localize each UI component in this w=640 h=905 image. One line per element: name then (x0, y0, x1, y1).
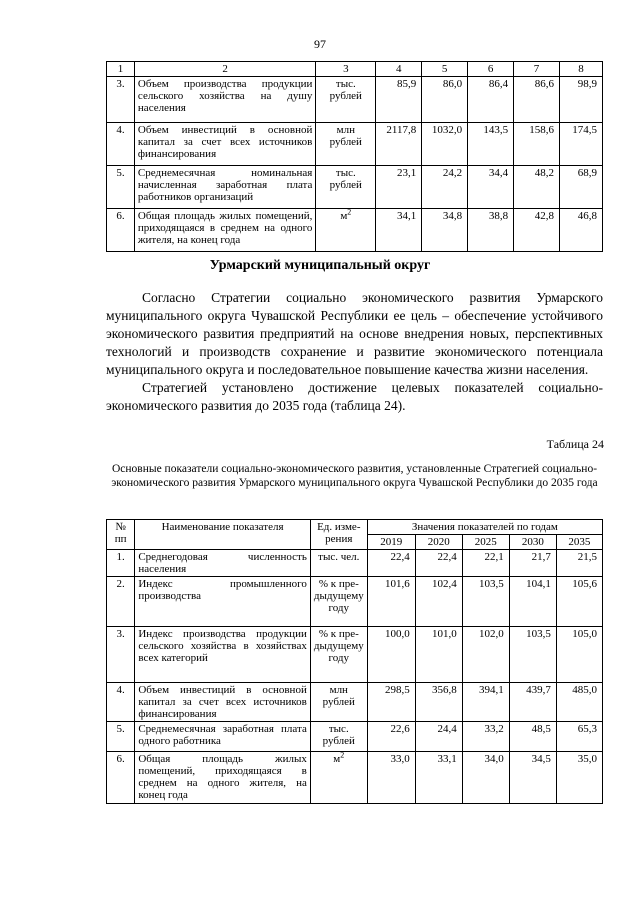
row-number: 3. (107, 77, 135, 123)
value-cell: 86,0 (422, 77, 468, 123)
unit-text: % к пре-дыдущему году (313, 578, 364, 614)
header-year: 2020 (415, 535, 462, 550)
row-number: 4. (107, 123, 135, 166)
value-cell: 38,8 (468, 209, 514, 252)
table-row (107, 166, 603, 209)
header-number: № пп (107, 520, 135, 550)
table-header-row (107, 62, 603, 77)
table-row (107, 627, 603, 683)
unit (310, 752, 367, 804)
column-number: 6 (468, 62, 514, 77)
value-cell: 98,9 (560, 77, 603, 123)
value-cell: 101,6 (367, 577, 415, 627)
header-values: Значения показателей по годам (367, 520, 602, 535)
header-year: 2025 (462, 535, 509, 550)
indicator-name: Объем инвестиций в основной капитал за счет всех источников финансирования (134, 123, 315, 166)
indicators-table (106, 519, 603, 804)
unit-text: млн рублей (322, 684, 355, 708)
header-year: 2019 (367, 535, 415, 550)
row-number: 6. (107, 209, 135, 252)
table-label: Таблица 24 (546, 437, 604, 451)
unit-text: тыс. рублей (322, 723, 355, 747)
column-number: 2 (134, 62, 315, 77)
indicator-name: Объем производства продукции сельского хозяйства на душу населения (134, 77, 315, 123)
table-row (107, 77, 603, 123)
indicator-name: Среднемесячная заработная плата одного работника (135, 722, 311, 752)
header-unit: Ед. изме-рения (310, 520, 367, 550)
value-cell: 100,0 (367, 627, 415, 683)
value-cell: 103,5 (462, 577, 509, 627)
page-number: 97 (314, 37, 326, 51)
value-cell: 22,1 (462, 550, 509, 577)
value-cell: 102,4 (415, 577, 462, 627)
value-cell: 48,5 (509, 722, 556, 752)
unit-text: м (333, 753, 341, 765)
value-cell: 2117,8 (376, 123, 422, 166)
row-number: 1. (107, 550, 135, 577)
unit-text: млн рублей (329, 124, 362, 148)
value-cell: 103,5 (509, 627, 556, 683)
paragraph: Согласно Стратегии социально экономического развития Урмарского муниципального округа Чувашской Республики ее цель – обеспечение устойчивого экономического развития предприятий на основе внедрения новых, перспективных технологий и производств сохранение и развитие экономического потенциала муниципального округа и последовательное повышение качества жизни населения. (106, 290, 603, 377)
row-number: 5. (107, 166, 135, 209)
value-cell: 33,0 (367, 752, 415, 804)
unit-text: тыс. чел. (318, 551, 360, 563)
value-cell: 24,2 (422, 166, 468, 209)
value-cell: 22,4 (367, 550, 415, 577)
value-cell: 102,0 (462, 627, 509, 683)
value-cell: 158,6 (514, 123, 560, 166)
unit (310, 683, 367, 722)
unit-text: % к пре-дыдущему году (313, 628, 364, 664)
value-cell: 21,7 (509, 550, 556, 577)
unit-text: тыс. рублей (329, 78, 362, 102)
value-cell: 86,4 (468, 77, 514, 123)
table-continued (106, 61, 603, 252)
value-cell: 46,8 (560, 209, 603, 252)
column-number: 5 (422, 62, 468, 77)
section-heading: Урмарский муниципальный округ (209, 258, 431, 273)
value-cell: 105,0 (556, 627, 602, 683)
value-cell: 298,5 (367, 683, 415, 722)
header-year: 2030 (509, 535, 556, 550)
value-cell: 34,4 (468, 166, 514, 209)
indicator-name: Объем инвестиций в основной капитал за счет всех источников финансирования (135, 683, 311, 722)
unit-superscript: 2 (340, 750, 345, 760)
table-row (107, 209, 603, 252)
value-cell: 22,4 (415, 550, 462, 577)
table-row (107, 550, 603, 577)
unit (310, 577, 367, 627)
value-cell: 34,8 (422, 209, 468, 252)
value-cell: 356,8 (415, 683, 462, 722)
table-row (107, 577, 603, 627)
value-cell: 21,5 (556, 550, 602, 577)
indicator-name: Среднемесячная номинальная начисленная заработная плата работников организаций (134, 166, 315, 209)
value-cell: 33,1 (415, 752, 462, 804)
column-number: 4 (376, 62, 422, 77)
value-cell: 86,6 (514, 77, 560, 123)
column-number: 8 (560, 62, 603, 77)
value-cell: 65,3 (556, 722, 602, 752)
value-cell: 23,1 (376, 166, 422, 209)
value-cell: 35,0 (556, 752, 602, 804)
table-row (107, 123, 603, 166)
unit (316, 166, 376, 209)
value-cell: 485,0 (556, 683, 602, 722)
value-cell: 1032,0 (422, 123, 468, 166)
unit (310, 722, 367, 752)
value-cell: 105,6 (556, 577, 602, 627)
value-cell: 68,9 (560, 166, 603, 209)
row-number: 3. (107, 627, 135, 683)
body-text (106, 289, 603, 415)
row-number: 2. (107, 577, 135, 627)
unit (316, 209, 376, 252)
header-year: 2035 (556, 535, 602, 550)
value-cell: 439,7 (509, 683, 556, 722)
unit-text: м (340, 210, 348, 222)
column-number: 7 (514, 62, 560, 77)
unit (310, 627, 367, 683)
paragraph: Стратегией установлено достижение целевых показателей социально-экономического развития до 2035 года (таблица 24). (106, 380, 603, 413)
row-number: 4. (107, 683, 135, 722)
header-name: Наименование показателя (135, 520, 311, 550)
indicator-name: Общая площадь жилых помещений, приходящаяся в среднем на одного жителя, на конец года (134, 209, 315, 252)
value-cell: 34,0 (462, 752, 509, 804)
value-cell: 85,9 (376, 77, 422, 123)
row-number: 6. (107, 752, 135, 804)
row-number: 5. (107, 722, 135, 752)
unit-superscript: 2 (347, 207, 352, 217)
value-cell: 34,5 (509, 752, 556, 804)
value-cell: 101,0 (415, 627, 462, 683)
indicator-name: Среднегодовая численность населения (135, 550, 311, 577)
value-cell: 48,2 (514, 166, 560, 209)
column-number: 1 (107, 62, 135, 77)
value-cell: 34,1 (376, 209, 422, 252)
value-cell: 104,1 (509, 577, 556, 627)
table-caption: Основные показатели социально-экономического развития, установленные Стратегией социально-экономического развития Урмарского муниципального округа Чувашской Республики до 2035 года (111, 463, 598, 489)
indicator-name: Индекс промышленного производства (135, 577, 311, 627)
table-row (107, 683, 603, 722)
value-cell: 143,5 (468, 123, 514, 166)
value-cell: 174,5 (560, 123, 603, 166)
table-row (107, 722, 603, 752)
unit (316, 123, 376, 166)
table-row (107, 752, 603, 804)
value-cell: 394,1 (462, 683, 509, 722)
value-cell: 33,2 (462, 722, 509, 752)
value-cell: 22,6 (367, 722, 415, 752)
table-header-row (107, 520, 603, 535)
value-cell: 24,4 (415, 722, 462, 752)
indicator-name: Индекс производства продукции сельского хозяйства в хозяйствах всех категорий (135, 627, 311, 683)
column-number: 3 (316, 62, 376, 77)
indicator-name: Общая площадь жилых помещений, приходящаяся в среднем на одного жителя, на конец года (135, 752, 311, 804)
value-cell: 42,8 (514, 209, 560, 252)
unit (316, 77, 376, 123)
unit (310, 550, 367, 577)
unit-text: тыс. рублей (329, 167, 362, 191)
